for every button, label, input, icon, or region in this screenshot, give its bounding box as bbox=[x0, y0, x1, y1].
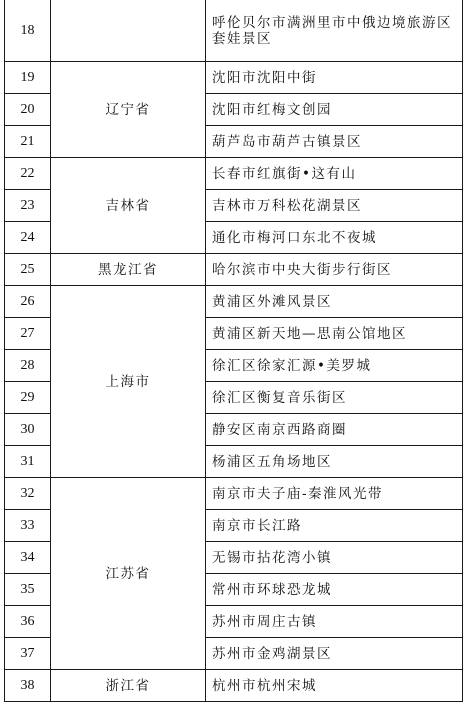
site-name: 常州市环球恐龙城 bbox=[206, 574, 463, 606]
site-name: 吉林市万科松花湖景区 bbox=[206, 190, 463, 222]
scenic-district-table bbox=[4, 0, 463, 702]
row-number: 19 bbox=[5, 62, 51, 94]
row-number: 38 bbox=[5, 670, 51, 702]
site-name: 无锡市拈花湾小镇 bbox=[206, 542, 463, 574]
site-name: 苏州市周庄古镇 bbox=[206, 606, 463, 638]
table-row bbox=[5, 254, 463, 286]
row-number: 20 bbox=[5, 94, 51, 126]
province-cell: 辽宁省 bbox=[51, 62, 206, 158]
site-name: 杭州市杭州宋城 bbox=[206, 670, 463, 702]
site-name: 静安区南京西路商圈 bbox=[206, 414, 463, 446]
site-name: 黄浦区外滩风景区 bbox=[206, 286, 463, 318]
row-number: 25 bbox=[5, 254, 51, 286]
row-number: 31 bbox=[5, 446, 51, 478]
row-number: 29 bbox=[5, 382, 51, 414]
site-name: 沈阳市沈阳中街 bbox=[206, 62, 463, 94]
row-number: 21 bbox=[5, 126, 51, 158]
site-name: 徐汇区徐家汇源•美罗城 bbox=[206, 350, 463, 382]
site-name: 杨浦区五角场地区 bbox=[206, 446, 463, 478]
province-cell: 黑龙江省 bbox=[51, 254, 206, 286]
province-cell: 吉林省 bbox=[51, 158, 206, 254]
site-name: 南京市长江路 bbox=[206, 510, 463, 542]
province-cell bbox=[51, 0, 206, 62]
site-name: 黄浦区新天地—思南公馆地区 bbox=[206, 318, 463, 350]
table-row bbox=[5, 286, 463, 318]
row-number: 22 bbox=[5, 158, 51, 190]
province-cell: 浙江省 bbox=[51, 670, 206, 702]
table-row bbox=[5, 158, 463, 190]
site-name: 葫芦岛市葫芦古镇景区 bbox=[206, 126, 463, 158]
site-name: 哈尔滨市中央大街步行街区 bbox=[206, 254, 463, 286]
site-name: 南京市夫子庙-秦淮风光带 bbox=[206, 478, 463, 510]
row-number: 28 bbox=[5, 350, 51, 382]
row-number: 27 bbox=[5, 318, 51, 350]
row-number: 26 bbox=[5, 286, 51, 318]
row-number: 37 bbox=[5, 638, 51, 670]
table-row bbox=[5, 670, 463, 702]
table-row bbox=[5, 62, 463, 94]
row-number: 36 bbox=[5, 606, 51, 638]
province-cell: 江苏省 bbox=[51, 478, 206, 670]
row-number: 33 bbox=[5, 510, 51, 542]
province-cell: 上海市 bbox=[51, 286, 206, 478]
site-name: 通化市梅河口东北不夜城 bbox=[206, 222, 463, 254]
row-number: 23 bbox=[5, 190, 51, 222]
row-number: 30 bbox=[5, 414, 51, 446]
site-name: 徐汇区衡复音乐街区 bbox=[206, 382, 463, 414]
row-number: 18 bbox=[5, 0, 51, 62]
row-number: 24 bbox=[5, 222, 51, 254]
row-number: 35 bbox=[5, 574, 51, 606]
site-name: 苏州市金鸡湖景区 bbox=[206, 638, 463, 670]
table-row bbox=[5, 0, 463, 62]
site-name: 沈阳市红梅文创园 bbox=[206, 94, 463, 126]
site-name: 长春市红旗街•这有山 bbox=[206, 158, 463, 190]
site-name: 呼伦贝尔市满洲里市中俄边境旅游区套娃景区 bbox=[206, 0, 463, 62]
table-row bbox=[5, 478, 463, 510]
row-number: 34 bbox=[5, 542, 51, 574]
row-number: 32 bbox=[5, 478, 51, 510]
